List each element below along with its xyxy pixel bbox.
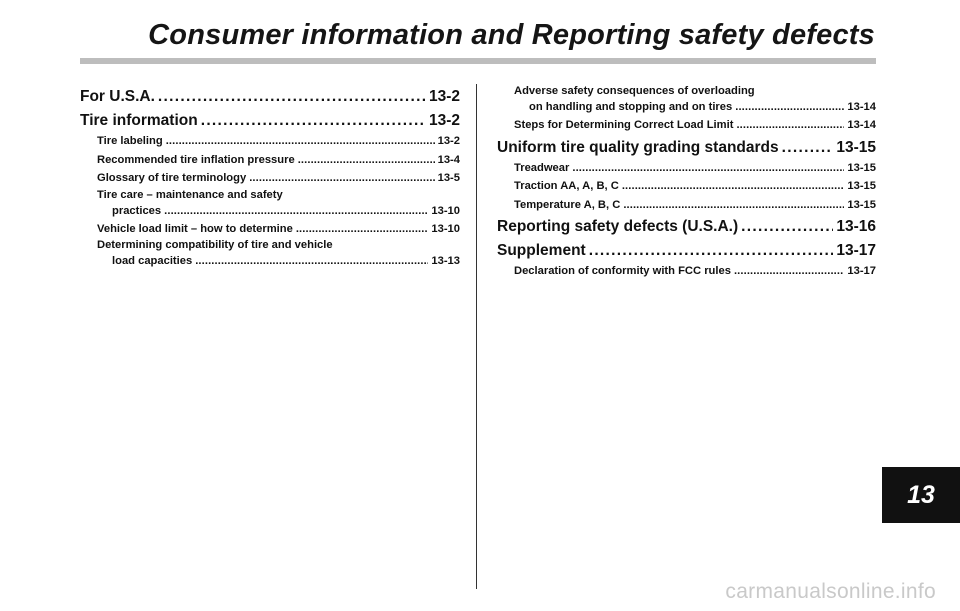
toc-entry-adverse-consequences[interactable] [497, 84, 876, 116]
toc-entry-title: Uniform tire quality grading standards [497, 138, 779, 156]
dot-leader [736, 116, 844, 135]
toc-entry-title: Steps for Determining Correct Load Limit [514, 119, 734, 131]
toc-page-number: 13-15 [847, 198, 876, 211]
dot-leader [623, 196, 844, 215]
toc-page-number: 13-17 [847, 265, 876, 277]
toc-entry-uniform-grading[interactable] [497, 137, 876, 159]
dot-leader [195, 253, 428, 270]
toc-entry-title: Recommended tire inflation pressure [97, 153, 295, 166]
toc-entry-fcc-declaration[interactable] [497, 262, 876, 281]
toc-entry-tire-labeling[interactable] [80, 132, 460, 151]
toc-page-number: 13-2 [428, 88, 460, 105]
dot-leader [782, 137, 834, 159]
toc-entry-treadwear[interactable] [497, 159, 876, 178]
toc-entry-title: Treadwear [514, 161, 570, 174]
toc-entry-title-line2: on handling and stopping and on tires [529, 101, 733, 113]
column-divider [476, 84, 477, 589]
toc-right-column [497, 84, 876, 281]
toc-page-number: 13-13 [431, 255, 460, 267]
dot-leader [734, 262, 844, 281]
toc-page-number: 13-10 [431, 222, 460, 235]
toc-entry-supplement[interactable] [497, 240, 876, 262]
dot-leader [201, 110, 426, 132]
toc-entry-title: Supplement [497, 242, 586, 259]
toc-entry-title: For U.S.A. [80, 88, 155, 105]
toc-entry-steps-load-limit[interactable] [497, 116, 876, 135]
dot-leader [249, 169, 434, 188]
dot-leader [296, 220, 429, 239]
toc-entry-title: Declaration of conformity with FCC rules [514, 265, 731, 277]
toc-left-column [80, 84, 460, 270]
dot-leader [589, 240, 834, 262]
title-underline [80, 58, 876, 64]
toc-entry-title: Tire information [80, 112, 198, 129]
dot-leader [572, 159, 844, 178]
toc-page-number: 13-14 [847, 101, 876, 113]
dot-leader [166, 132, 435, 151]
toc-entry-title-line1: Determining compatibility of tire and vehicle [97, 239, 333, 251]
toc-page-number: 13-16 [836, 218, 876, 235]
dot-leader [158, 86, 426, 108]
watermark: carmanualsonline.info [725, 580, 936, 603]
toc-entry-title: Vehicle load limit – how to determine [97, 222, 293, 235]
toc-page-number: 13-15 [847, 161, 876, 174]
toc-entry-compatibility[interactable] [80, 238, 460, 270]
toc-page-number: 13-5 [437, 172, 460, 184]
toc-entry-continuation [97, 253, 460, 270]
chapter-tab: 13 [882, 467, 960, 523]
toc-entry-reporting-defects[interactable] [497, 216, 876, 238]
dot-leader [622, 177, 845, 196]
toc-entry-title-line2: practices [112, 204, 162, 217]
toc-entry-continuation [514, 99, 876, 116]
dot-leader [164, 203, 428, 220]
toc-page-number: 13-15 [847, 180, 876, 192]
toc-entry-title-line2: load capacities [112, 255, 193, 267]
toc-entry-title: Reporting safety defects (U.S.A.) [497, 218, 739, 235]
toc-entry-title: Temperature A, B, C [514, 198, 621, 211]
dot-leader [741, 216, 833, 238]
dot-leader [735, 99, 844, 116]
toc-entry-title: Tire labeling [97, 135, 163, 147]
toc-page-number: 13-17 [836, 242, 876, 259]
toc-entry-continuation [97, 203, 460, 220]
toc-page-number: 13-2 [437, 135, 460, 147]
toc-page-number: 13-14 [847, 119, 876, 131]
toc-entry-glossary[interactable] [80, 169, 460, 188]
toc-entry-inflation-pressure[interactable] [80, 151, 460, 170]
toc-entry-temperature[interactable] [497, 196, 876, 215]
toc-page-number: 13-10 [431, 204, 460, 217]
toc-entry-for-usa[interactable] [80, 86, 460, 108]
toc-page-number: 13-15 [836, 138, 876, 156]
dot-leader [298, 151, 435, 170]
page-title: Consumer information and Reporting safety defects [148, 19, 875, 51]
toc-entry-title-line1: Tire care – maintenance and safety [97, 188, 283, 201]
toc-entry-tire-care[interactable] [80, 188, 460, 220]
toc-page-number: 13-2 [428, 112, 460, 129]
toc-entry-title-line1: Adverse safety consequences of overloading [514, 85, 755, 97]
toc-entry-traction[interactable] [497, 177, 876, 196]
toc-entry-vehicle-load-limit[interactable] [80, 220, 460, 239]
toc-entry-tire-information[interactable] [80, 110, 460, 132]
toc-entry-title: Glossary of tire terminology [97, 172, 247, 184]
toc-entry-title: Traction AA, A, B, C [514, 180, 619, 192]
toc-page-number: 13-4 [437, 153, 460, 166]
